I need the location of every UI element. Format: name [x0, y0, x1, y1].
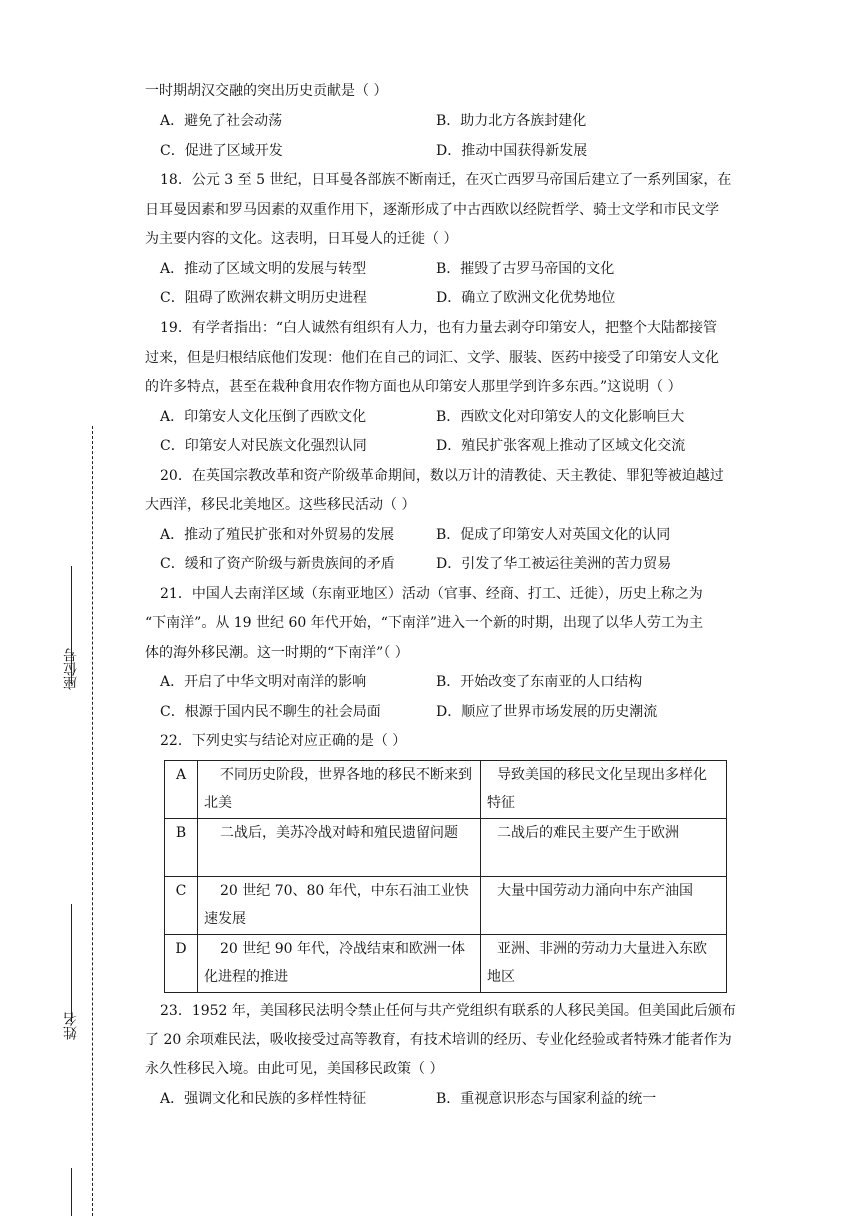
q19-option-a: A．印第安人文化压倒了西欧文化 — [160, 409, 367, 425]
q22-row-fact: 不同历史阶段，世界各地的移民不断来到北美 — [198, 761, 481, 819]
table-row — [165, 761, 727, 819]
q21-option-d: D．顺应了世界市场发展的历史潮流 — [436, 704, 658, 720]
q18-option-c: C．阻碍了欧洲农耕文明历史进程 — [160, 290, 367, 306]
q17-stem: 一时期胡汉交融的突出历史贡献是（ ） — [145, 83, 388, 99]
q17-option-c: C．促进了区域开发 — [160, 143, 283, 159]
q23-stem-line-3: 永久性移民入境。由此可见，美国移民政策（ ） — [145, 1061, 444, 1077]
q23-option-a: A．强调文化和民族的多样性特征 — [160, 1091, 367, 1107]
q22-row-fact: 二战后，美苏冷战对峙和殖民遗留问题 — [198, 819, 481, 877]
q19-stem-line-1: 19．有学者指出：“白人诚然有组织有人力，也有力量去剥夺印第安人，把整个大陆都接管 — [160, 320, 717, 336]
q18-stem-line-1: 18．公元 3 至 5 世纪，日耳曼各部族不断南迁，在灭亡西罗马帝国后建立了一系列国家，在 — [160, 172, 732, 188]
q20-stem-line-2: 大西洋，移民北美地区。这些移民活动（ ） — [145, 497, 416, 513]
q18-option-a: A．推动了区域文明的发展与转型 — [160, 261, 367, 277]
q18-stem-line-3: 为主要内容的文化。这表明，日耳曼人的迁徙（ ） — [145, 231, 458, 247]
q19-stem-line-2: 过来，但是归根结底他们发现：他们在自己的词汇、文学、服装、医药中接受了印第安人文化 — [145, 350, 719, 366]
q22-row-conclusion: 导致美国的移民文化呈现出多样化特征 — [481, 761, 727, 819]
table-row — [165, 819, 727, 877]
q22-row-key: C — [165, 877, 198, 935]
q17-option-b: B．助力北方各族封建化 — [436, 113, 587, 129]
q23-option-b: B．重视意识形态与国家利益的统一 — [436, 1091, 657, 1107]
q19-stem-line-3: 的许多特点，甚至在栽种食用农作物方面也从印第安人那里学到许多东西。”这说明（ ） — [145, 379, 682, 395]
q22-stem: 22．下列史实与结论对应正确的是（ ） — [160, 733, 407, 749]
q23-stem-line-2: 了 20 余项难民法，吸收接受过高等教育，有技术培训的经历、专业化经验或者特殊才能者作为 — [145, 1032, 732, 1048]
q19-option-d: D．殖民扩张客观上推动了区域文化交流 — [436, 438, 686, 454]
q22-row-key: A — [165, 761, 198, 819]
q20-option-d: D．引发了华工被运往美洲的苦力贸易 — [436, 556, 672, 572]
q21-option-c: C．根源于国内民不聊生的社会局面 — [160, 704, 381, 720]
q17-option-d: D．推动中国获得新发展 — [436, 143, 588, 159]
q22-row-conclusion: 亚洲、非洲的劳动力大量进入东欧地区 — [481, 935, 727, 993]
q21-stem-line-2: “下南洋”。从 19 世纪 60 年代开始，“下南洋”进入一个新的时期，出现了以华人劳工为主 — [145, 615, 704, 631]
q22-row-fact: 20 世纪 90 年代，冷战结束和欧洲一体化进程的推进 — [198, 935, 481, 993]
name-label: 姓名 — [63, 1012, 79, 1040]
extra-underline — [71, 1168, 72, 1216]
q18-option-b: B．摧毁了古罗马帝国的文化 — [436, 261, 615, 277]
binding-dashed-line — [92, 426, 93, 1216]
q22-row-conclusion: 大量中国劳动力涌向中东产油国 — [481, 877, 727, 935]
q21-stem-line-1: 21．中国人去南洋区域（东南亚地区）活动（官事、经商、打工、迁徙），历史上称之为 — [160, 586, 703, 602]
q22-row-key: D — [165, 935, 198, 993]
name-underline — [71, 904, 72, 1022]
q22-table — [164, 760, 727, 993]
q22-row-key: B — [165, 819, 198, 877]
q20-option-b: B．促成了印第安人对英国文化的认同 — [436, 527, 671, 543]
q22-row-conclusion: 二战后的难民主要产生于欧洲 — [481, 819, 727, 877]
q19-option-b: B．西欧文化对印第安人的文化影响巨大 — [436, 409, 685, 425]
q20-option-c: C．缓和了资产阶级与新贵族间的矛盾 — [160, 556, 395, 572]
q18-stem-line-2: 日耳曼因素和罗马因素的双重作用下，逐渐形成了中古西欧以经院哲学、骑士文学和市民文学 — [145, 202, 719, 218]
seat-number-label: 座位号 — [63, 648, 79, 690]
q20-option-a: A．推动了殖民扩张和对外贸易的发展 — [160, 527, 395, 543]
q21-option-a: A．开启了中华文明对南洋的影响 — [160, 674, 367, 690]
q17-option-a: A．避免了社会动荡 — [160, 113, 283, 129]
q19-option-c: C．印第安人对民族文化强烈认同 — [160, 438, 367, 454]
q21-stem-line-3: 体的海外移民潮。这一时期的“下南洋”（ ） — [145, 645, 409, 661]
q21-option-b: B．开始改变了东南亚的人口结构 — [436, 674, 643, 690]
q22-row-fact: 20 世纪 70、80 年代，中东石油工业快速发展 — [198, 877, 481, 935]
table-row — [165, 877, 727, 935]
q18-option-d: D．确立了欧洲文化优势地位 — [436, 290, 616, 306]
table-row — [165, 935, 727, 993]
q23-stem-line-1: 23．1952 年，美国移民法明令禁止任何与共产党组织有联系的人移民美国。但美国此后颁布 — [160, 1003, 736, 1019]
q20-stem-line-1: 20．在英国宗教改革和资产阶级革命期间，数以万计的清教徒、天主教徒、罪犯等被迫越过 — [160, 468, 724, 484]
